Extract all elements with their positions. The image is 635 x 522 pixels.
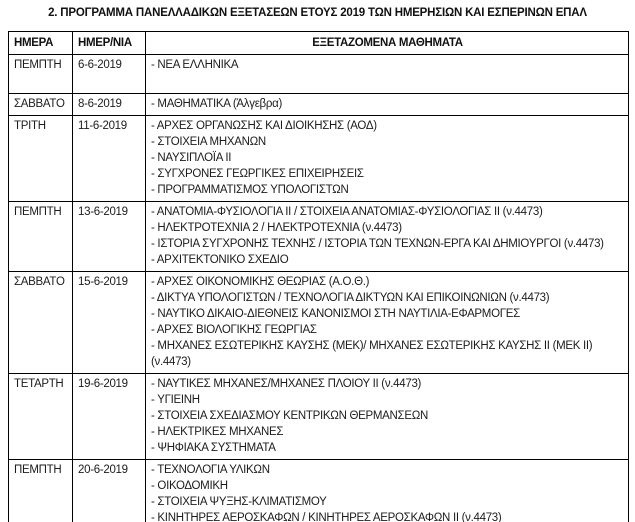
subject-line: - ΨΗΦΙΑΚΑ ΣΥΣΤΗΜΑΤΑ	[151, 442, 276, 454]
table-row	[9, 202, 629, 272]
subject-line: - ΣΤΟΙΧΕΙΑ ΣΧΕΔΙΑΣΜΟΥ ΚΕΝΤΡΙΚΩΝ ΘΕΡΜΑΝΣΕΩΝ	[151, 410, 429, 422]
date-cell: 11-6-2019	[73, 116, 146, 202]
subjects-cell	[146, 374, 629, 460]
subject-line: - ΤΕΧΝΟΛΟΓΙΑ ΥΛΙΚΩΝ	[151, 464, 270, 476]
subjects-cell	[146, 460, 629, 522]
subject-line: - ΣΤΟΙΧΕΙΑ ΜΗΧΑΝΩΝ	[151, 136, 266, 148]
subject-line: - ΜΗΧΑΝΕΣ ΕΣΩΤΕΡΙΚΗΣ ΚΑΥΣΗΣ (ΜΕΚ)/ ΜΗΧΑΝΕΣ ΕΣΩΤΕΡΙΚΗΣ ΚΑΥΣΗΣ ΙΙ (ΜΕΚ ΙΙ) (ν.4473)	[151, 340, 593, 368]
subject-line: - ΝΕΑ ΕΛΛΗΝΙΚΑ	[151, 59, 239, 71]
subjects-cell	[146, 116, 629, 202]
date-cell: 19-6-2019	[73, 374, 146, 460]
subjects-cell	[146, 94, 629, 116]
table-row	[9, 272, 629, 374]
subject-line: - ΚΙΝΗΤΗΡΕΣ ΑΕΡΟΣΚΑΦΩΝ / ΚΙΝΗΤΗΡΕΣ ΑΕΡΟΣΚΑΦΩΝ ΙΙ (ν.4473)	[151, 512, 502, 522]
table-row	[9, 116, 629, 202]
table-header	[9, 32, 629, 55]
day-cell: ΠΕΜΠΤΗ	[9, 460, 73, 522]
day-cell: ΣΑΒΒΑΤΟ	[9, 94, 73, 116]
subject-line: - ΗΛΕΚΤΡΙΚΕΣ ΜΗΧΑΝΕΣ	[151, 426, 284, 438]
subjects-cell	[146, 272, 629, 374]
header-row	[9, 32, 629, 55]
subject-line: - ΥΓΙΕΙΝΗ	[151, 394, 200, 406]
day-cell: ΤΕΤΑΡΤΗ	[9, 374, 73, 460]
column-header-day: ΗΜΕΡΑ	[9, 32, 73, 55]
table-row	[9, 94, 629, 116]
subject-line: - ΑΡΧΕΣ ΒΙΟΛΟΓΙΚΗΣ ΓΕΩΡΓΙΑΣ	[151, 324, 317, 336]
subject-line: - ΝΑΥΤΙΚΟ ΔΙΚΑΙΟ-ΔΙΕΘΝΕΙΣ ΚΑΝΟΝΙΣΜΟΙ ΣΤΗ ΝΑΥΤΙΛΙΑ-ΕΦΑΡΜΟΓΕΣ	[151, 308, 520, 320]
subject-line: - ΣΤΟΙΧΕΙΑ ΨΥΞΗΣ-ΚΛΙΜΑΤΙΣΜΟΥ	[151, 496, 327, 508]
subjects-cell	[146, 202, 629, 272]
subject-line: - ΑΡΧΕΣ ΟΡΓΑΝΩΣΗΣ ΚΑΙ ΔΙΟΙΚΗΣΗΣ (ΑΟΔ)	[151, 120, 377, 132]
subject-line: - ΗΛΕΚΤΡΟΤΕΧΝΙΑ 2 / ΗΛΕΚΤΡΟΤΕΧΝΙΑ (ν.4473)	[151, 222, 402, 234]
date-cell: 13-6-2019	[73, 202, 146, 272]
table-row	[9, 374, 629, 460]
table-row	[9, 460, 629, 522]
subject-line: - ΜΑΘΗΜΑΤΙΚΑ (Άλγεβρα)	[151, 98, 282, 110]
subject-line: - ΑΝΑΤΟΜΙΑ-ΦΥΣΙΟΛΟΓΙΑ ΙΙ / ΣΤΟΙΧΕΙΑ ΑΝΑΤΟΜΙΑΣ-ΦΥΣΙΟΛΟΓΙΑΣ ΙΙ (ν.4473)	[151, 206, 543, 218]
subject-line: - ΙΣΤΟΡΙΑ ΣΥΓΧΡΟΝΗΣ ΤΕΧΝΗΣ / ΙΣΤΟΡΙΑ ΤΩΝ ΤΕΧΝΩΝ-ΕΡΓΑ ΚΑΙ ΔΗΜΙΟΥΡΓΟΙ (ν.4473)	[151, 238, 604, 250]
exam-schedule-table	[8, 31, 629, 522]
subject-line: - ΝΑΥΣΙΠΛΟΪΑ ΙΙ	[151, 152, 232, 164]
table-row	[9, 55, 629, 94]
column-header-date: ΗΜΕΡ/ΝΙΑ	[73, 32, 146, 55]
date-cell: 8-6-2019	[73, 94, 146, 116]
date-cell: 20-6-2019	[73, 460, 146, 522]
page-title: 2. ΠΡΟΓΡΑΜΜΑ ΠΑΝΕΛΛΑΔΙΚΩΝ ΕΞΕΤΑΣΕΩΝ ΕΤΟΥΣ 2019 ΤΩΝ ΗΜΕΡΗΣΙΩΝ ΚΑΙ ΕΣΠΕΡΙΝΩΝ ΕΠΑΛ	[48, 7, 587, 19]
column-header-subjects: ΕΞΕΤΑΖΟΜΕΝΑ ΜΑΘΗΜΑΤΑ	[146, 32, 629, 55]
date-cell: 6-6-2019	[73, 55, 146, 94]
subject-line: - ΑΡΧΕΣ ΟΙΚΟΝΟΜΙΚΗΣ ΘΕΩΡΙΑΣ (Α.Ο.Θ.)	[151, 276, 370, 288]
day-cell: ΠΕΜΠΤΗ	[9, 202, 73, 272]
day-cell: ΠΕΜΠΤΗ	[9, 55, 73, 94]
table-body	[9, 55, 629, 522]
subject-line: - ΑΡΧΙΤΕΚΤΟΝΙΚΟ ΣΧΕΔΙΟ	[151, 254, 289, 266]
date-cell: 15-6-2019	[73, 272, 146, 374]
subject-line: - ΝΑΥΤΙΚΕΣ ΜΗΧΑΝΕΣ/ΜΗΧΑΝΕΣ ΠΛΟΙΟΥ ΙΙ (ν.4473)	[151, 378, 422, 390]
subjects-cell	[146, 55, 629, 94]
subject-line: - ΠΡΟΓΡΑΜΜΑΤΙΣΜΟΣ ΥΠΟΛΟΓΙΣΤΩΝ	[151, 184, 349, 196]
day-cell: ΣΑΒΒΑΤΟ	[9, 272, 73, 374]
subject-line: - ΟΙΚΟΔΟΜΙΚΗ	[151, 480, 228, 492]
day-cell: ΤΡΙΤΗ	[9, 116, 73, 202]
subject-line: - ΣΥΓΧΡΟΝΕΣ ΓΕΩΡΓΙΚΕΣ ΕΠΙΧΕΙΡΗΣΕΙΣ	[151, 168, 364, 180]
subject-line: - ΔΙΚΤΥΑ ΥΠΟΛΟΓΙΣΤΩΝ / ΤΕΧΝΟΛΟΓΙΑ ΔΙΚΤΥΩΝ ΚΑΙ ΕΠΙΚΟΙΝΩΝΙΩΝ (ν.4473)	[151, 292, 550, 304]
